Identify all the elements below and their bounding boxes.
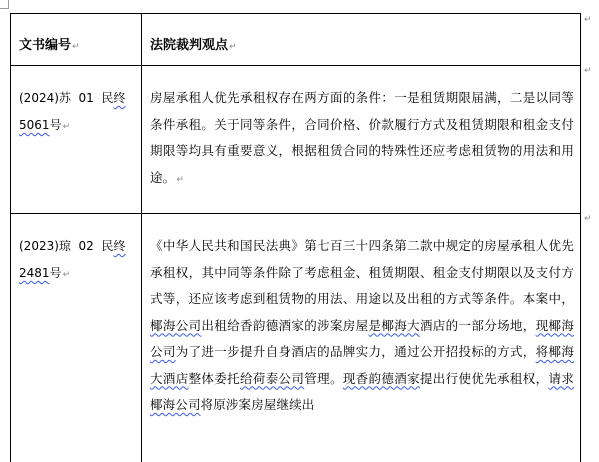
spellcheck-underline: 终 — [113, 239, 126, 253]
paragraph-mark-icon: ↵ — [229, 42, 237, 52]
paragraph-mark-icon: ↵ — [62, 270, 71, 280]
paragraph-mark-icon: ↵ — [62, 122, 71, 132]
header-court-opinion-text: 法院裁判观点 — [150, 38, 229, 53]
case-number-cell[interactable] — [11, 66, 142, 214]
row-end-mark-icon: ↵ — [584, 66, 592, 76]
table-header-row — [11, 14, 581, 66]
row-end-mark-icon: ↵ — [584, 214, 592, 224]
case-number-text: (2024)苏 01 民终 5061号↵ — [19, 91, 126, 132]
judgment-table — [10, 13, 581, 462]
header-case-number-text: 文书编号 — [19, 38, 72, 53]
case-number-cell[interactable] — [11, 214, 142, 462]
header-cell-court-opinion[interactable] — [142, 14, 581, 66]
court-opinion-text: 房屋承租人优先承租权存在两方面的条件：一是租赁期限届满，二是以同等条件承租。关于同等条件，合同价格、价款履行方式及租赁期限和租金支付期限等均具有重要意义，根据租赁合同的特殊性还应考虑租赁物的用法和用途。↵ — [150, 90, 574, 185]
header-cell-case-number[interactable] — [11, 14, 142, 66]
paragraph-mark-icon: ↵ — [176, 174, 185, 185]
row-end-mark-icon: ↵ — [584, 15, 592, 25]
court-opinion-cell[interactable] — [142, 66, 581, 214]
spellcheck-underline: 终 — [113, 91, 126, 105]
paragraph-mark-icon: ↵ — [72, 42, 80, 52]
case-number-text: (2023)琼 02 民终 2481号↵ — [19, 239, 126, 280]
table-row — [11, 66, 581, 214]
page-corner-mark — [0, 0, 9, 9]
court-opinion-text: 《中华人民共和国民法典》第七百三十四条第二款中规定的房屋承租人优先承租权，其中同等条件除了考虑租金、租赁期限、租金支付期限以及支付方式等，还应该考虑到租赁物的用法、用途以及出租的方式等条件。本案中，椰海公司出租给香韵德酒家的涉案房屋是椰海大酒店的一部分场地，现椰海公司为了进一步提升自身酒店的品牌实力，通过公开招投标的方式，将椰海大酒店整体委托给荷泰公司管理。现香韵德酒家提出行使优先承租权，请求椰海公司将原涉案房屋继续出 — [150, 238, 574, 412]
spellcheck-underline: 2481 — [19, 266, 50, 280]
table-row — [11, 214, 581, 462]
court-opinion-cell[interactable] — [142, 214, 581, 462]
spellcheck-underline: 5061 — [19, 118, 50, 132]
